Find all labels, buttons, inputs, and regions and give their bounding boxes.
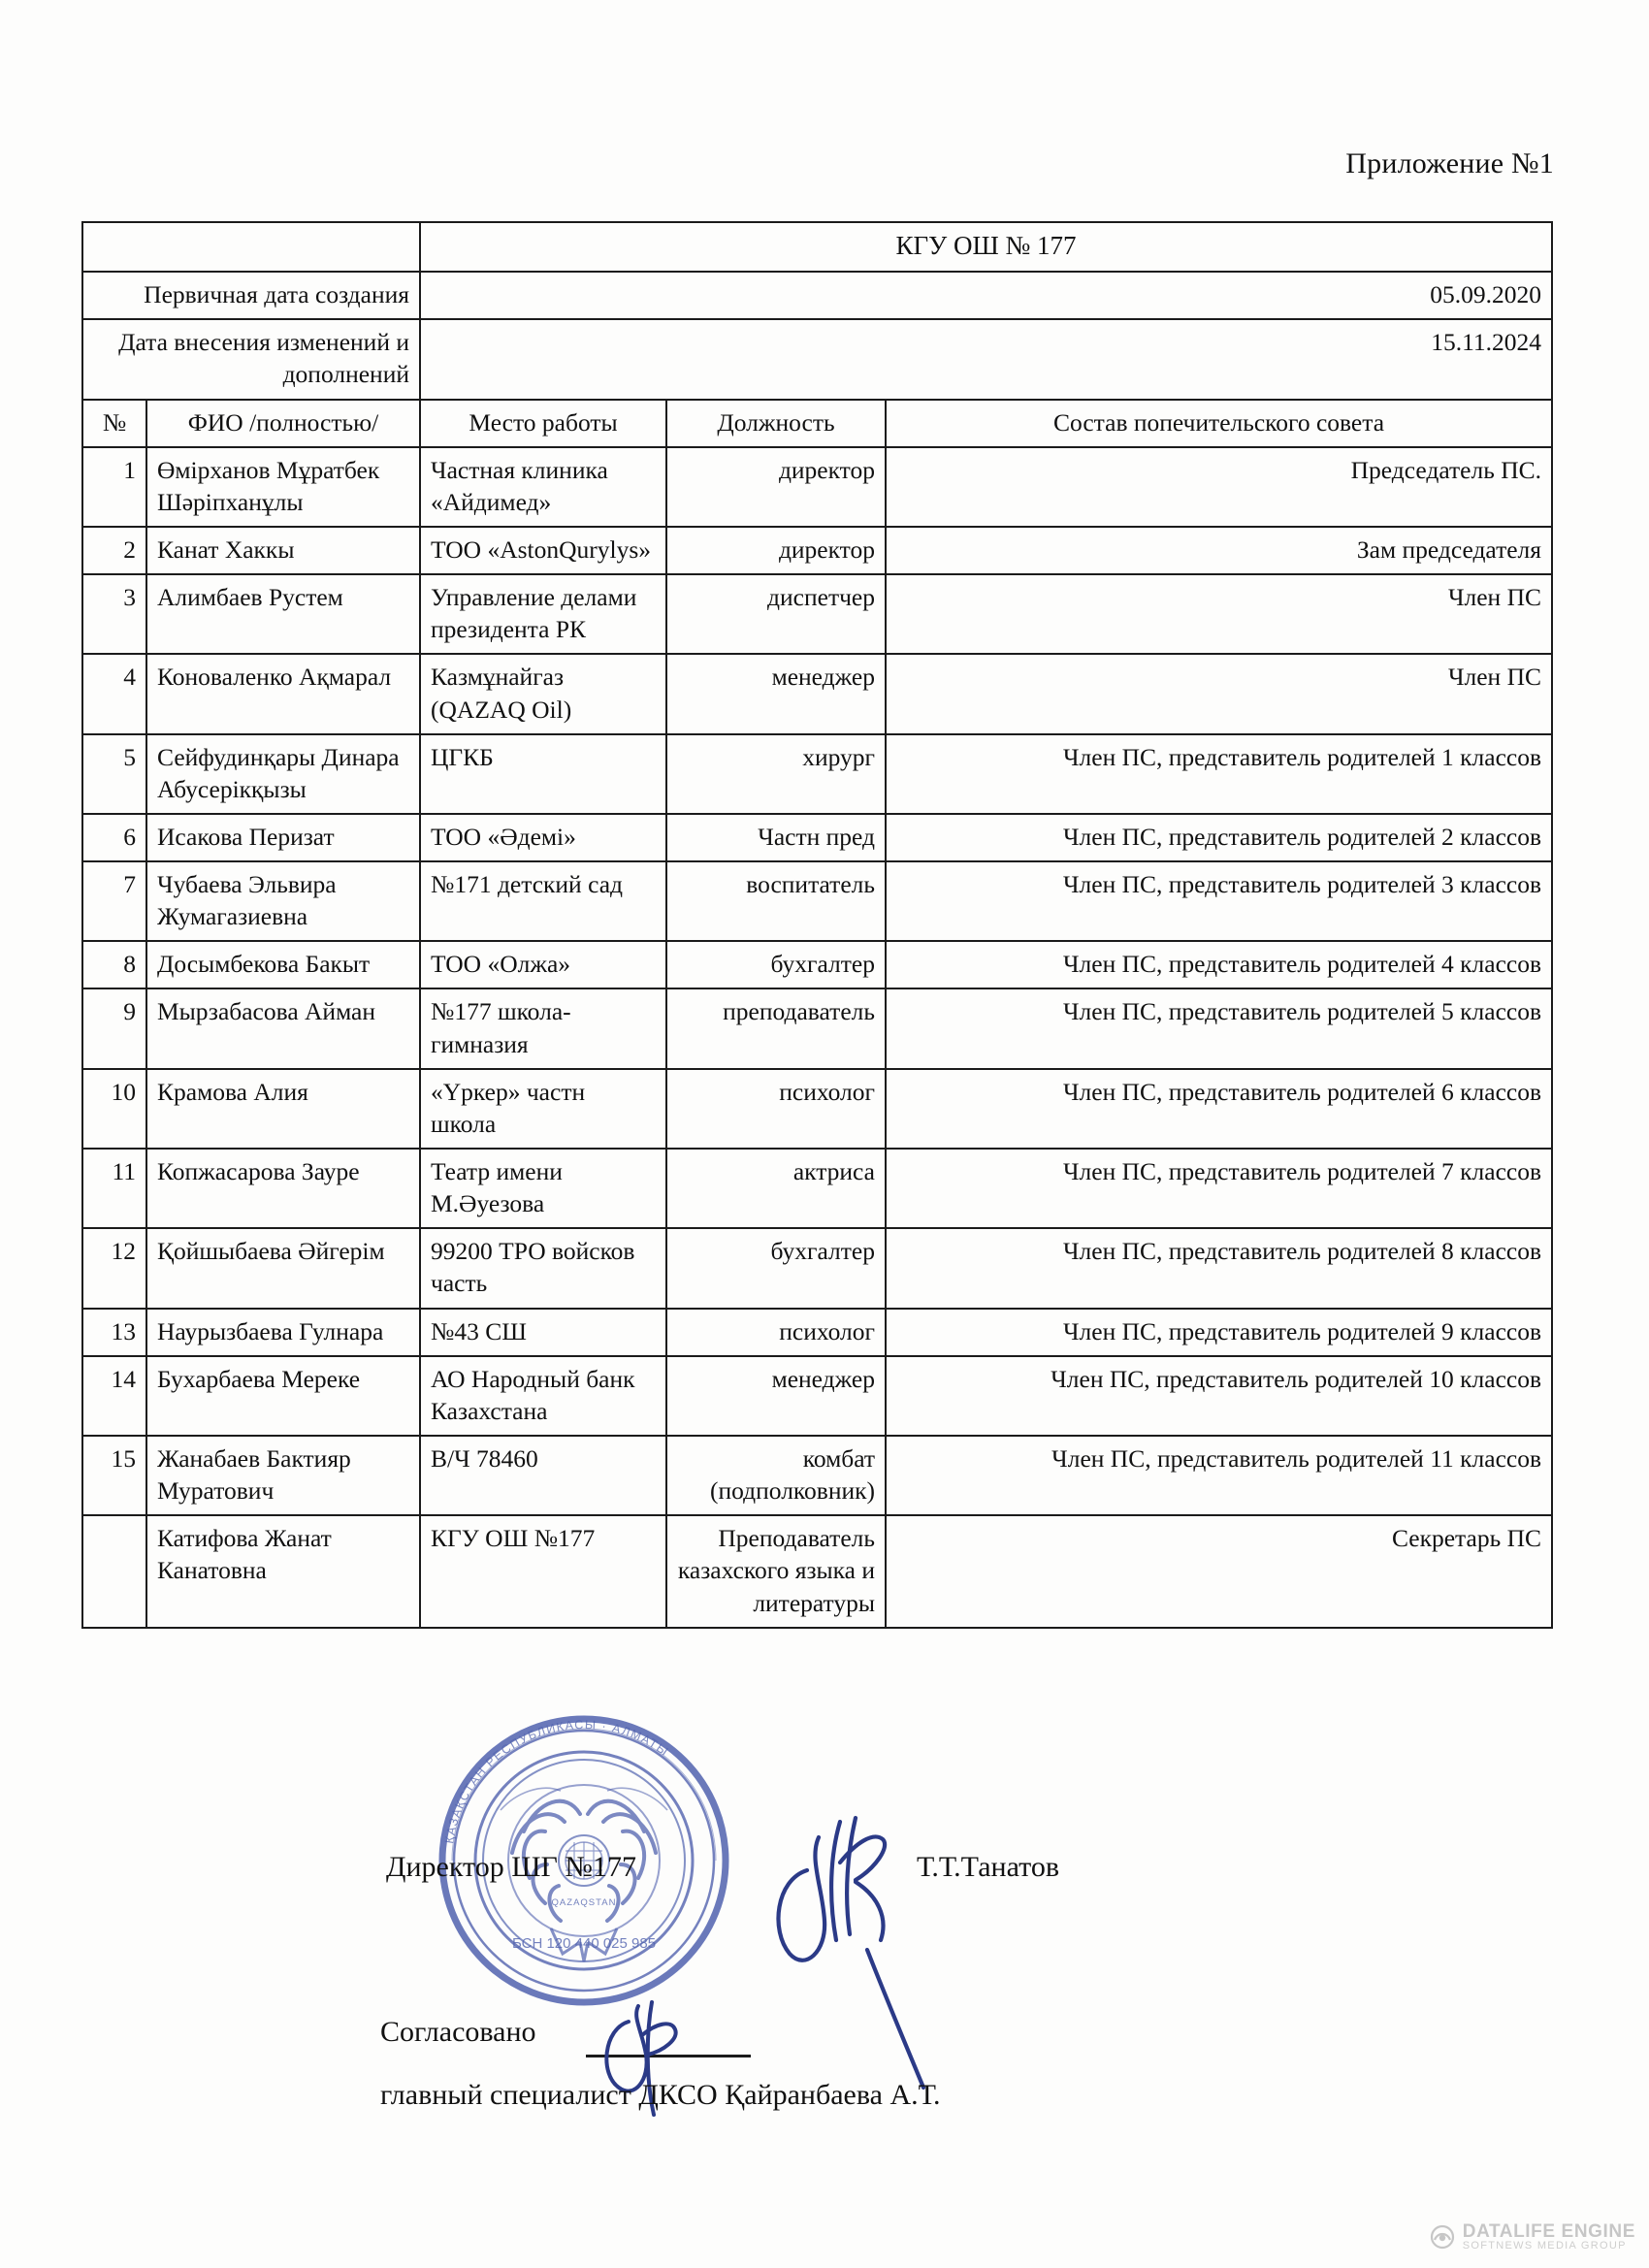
watermark-subtitle: SOFTNEWS MEDIA GROUP bbox=[1462, 2240, 1627, 2252]
table-row bbox=[82, 941, 1552, 988]
cell-number: 3 bbox=[82, 574, 146, 654]
cell-council: Член ПС, представитель родителей 3 классов bbox=[886, 861, 1552, 941]
cell-fio: Бухарбаева Мереке bbox=[146, 1356, 420, 1436]
cell-workplace: КГУ ОШ №177 bbox=[420, 1515, 666, 1627]
meta-value-created: 05.09.2020 bbox=[420, 272, 1552, 319]
cell-council: Член ПС, представитель родителей 8 классов bbox=[886, 1228, 1552, 1308]
cell-number: 13 bbox=[82, 1309, 146, 1356]
cell-workplace: «Үркер» частн школа bbox=[420, 1069, 666, 1149]
director-label: Директор ШГ №177 bbox=[386, 1851, 636, 1883]
cell-workplace: В/Ч 78460 bbox=[420, 1436, 666, 1515]
cell-council: Зам председателя bbox=[886, 527, 1552, 574]
cell-fio: Исакова Перизат bbox=[146, 814, 420, 861]
specialist-line: главный специалист ДКСО Қайранбаева А.Т. bbox=[380, 2079, 941, 2111]
table-row bbox=[82, 527, 1552, 574]
table-row bbox=[82, 1309, 1552, 1356]
table-row bbox=[82, 1149, 1552, 1228]
cell-fio: Жанабаев Бактияр Муратович bbox=[146, 1436, 420, 1515]
cell-number: 15 bbox=[82, 1436, 146, 1515]
table-body bbox=[82, 222, 1552, 1628]
director-name: Т.Т.Танатов bbox=[917, 1851, 1060, 1883]
cell-fio: Крамова Алия bbox=[146, 1069, 420, 1149]
table-row bbox=[82, 861, 1552, 941]
signature-area bbox=[0, 1698, 1649, 2202]
cell-workplace: ТОО «AstonQurylys» bbox=[420, 527, 666, 574]
cell-fio: Канат Хаккы bbox=[146, 527, 420, 574]
cell-number: 7 bbox=[82, 861, 146, 941]
cell-number: 10 bbox=[82, 1069, 146, 1149]
cell-fio: Коноваленко Ақмарал bbox=[146, 654, 420, 733]
cell-number: 8 bbox=[82, 941, 146, 988]
cell-position: директор bbox=[666, 447, 886, 527]
column-header-position: Должность bbox=[666, 400, 886, 447]
cell-council: Член ПС bbox=[886, 574, 1552, 654]
table-row bbox=[82, 1069, 1552, 1149]
datalife-logo-icon bbox=[1430, 2224, 1455, 2250]
cell-council: Член ПС, представитель родителей 10 классов bbox=[886, 1356, 1552, 1436]
table-row-org-title bbox=[82, 222, 1552, 272]
council-table bbox=[81, 221, 1553, 1629]
cell-position: психолог bbox=[666, 1069, 886, 1149]
cell-position: бухгалтер bbox=[666, 941, 886, 988]
cell-council: Член ПС, представитель родителей 5 классов bbox=[886, 988, 1552, 1068]
table-header-row bbox=[82, 400, 1552, 447]
table-row bbox=[82, 574, 1552, 654]
cell-fio: Копжасарова Зауре bbox=[146, 1149, 420, 1228]
cell-council: Член ПС, представитель родителей 2 классов bbox=[886, 814, 1552, 861]
cell-workplace: АО Народный банк Казахстана bbox=[420, 1356, 666, 1436]
table-row bbox=[82, 988, 1552, 1068]
cell-council: Член ПС, представитель родителей 9 классов bbox=[886, 1309, 1552, 1356]
cell-workplace: №171 детский сад bbox=[420, 861, 666, 941]
column-header-num: № bbox=[82, 400, 146, 447]
cell-position: диспетчер bbox=[666, 574, 886, 654]
cell-council: Член ПС, представитель родителей 11 классов bbox=[886, 1436, 1552, 1515]
cell-fio: Чубаева Эльвира Жумагазиевна bbox=[146, 861, 420, 941]
cell-fio: Наурызбаева Гулнара bbox=[146, 1309, 420, 1356]
approved-label: Согласовано bbox=[380, 2016, 536, 2048]
meta-label-modified: Дата внесения изменений и дополнений bbox=[82, 319, 420, 399]
cell-workplace: ТОО «Әдемі» bbox=[420, 814, 666, 861]
cell-position: преподаватель bbox=[666, 988, 886, 1068]
column-header-council: Состав попечительского совета bbox=[886, 400, 1552, 447]
cell-number: 2 bbox=[82, 527, 146, 574]
table-row bbox=[82, 447, 1552, 527]
council-table-wrapper bbox=[81, 221, 1551, 1629]
cell-position: директор bbox=[666, 527, 886, 574]
org-title-spacer bbox=[82, 222, 420, 272]
cell-council: Председатель ПС. bbox=[886, 447, 1552, 527]
table-row-meta-modified bbox=[82, 319, 1552, 399]
cell-number: 1 bbox=[82, 447, 146, 527]
appendix-label: Приложение №1 bbox=[1345, 147, 1554, 179]
cell-position: Частн пред bbox=[666, 814, 886, 861]
cell-workplace: 99200 ТРО войсков часть bbox=[420, 1228, 666, 1308]
cell-fio: Өмірханов Мұратбек Шәріпханұлы bbox=[146, 447, 420, 527]
table-row bbox=[82, 1436, 1552, 1515]
cell-workplace: №177 школа-гимназия bbox=[420, 988, 666, 1068]
stamp-registration: БСН 120 440 025 985 bbox=[511, 1935, 657, 1952]
cell-council: Член ПС, представитель родителей 6 классов bbox=[886, 1069, 1552, 1149]
approved-signature-rule bbox=[586, 2055, 751, 2057]
cell-fio: Катифова Жанат Канатовна bbox=[146, 1515, 420, 1627]
cell-number: 9 bbox=[82, 988, 146, 1068]
cell-council: Секретарь ПС bbox=[886, 1515, 1552, 1627]
table-row bbox=[82, 734, 1552, 814]
cell-position: хирург bbox=[666, 734, 886, 814]
cell-workplace: ТОО «Олжа» bbox=[420, 941, 666, 988]
cell-number: 6 bbox=[82, 814, 146, 861]
stamp-emblem-caption: QAZAQSTAN bbox=[551, 1897, 617, 1908]
cell-fio: Алимбаев Рустем bbox=[146, 574, 420, 654]
cell-position: бухгалтер bbox=[666, 1228, 886, 1308]
cell-position: Преподаватель казахского языка и литературы bbox=[666, 1515, 886, 1627]
table-row bbox=[82, 1228, 1552, 1308]
cell-council: Член ПС, представитель родителей 4 классов bbox=[886, 941, 1552, 988]
meta-value-modified: 15.11.2024 bbox=[420, 319, 1552, 399]
cell-fio: Сейфудинқары Динара Абусерікқызы bbox=[146, 734, 420, 814]
table-row bbox=[82, 654, 1552, 733]
column-header-fio: ФИО /полностью/ bbox=[146, 400, 420, 447]
cell-workplace: ЦГКБ bbox=[420, 734, 666, 814]
watermark-title: DATALIFE ENGINE bbox=[1462, 2220, 1635, 2242]
cell-number: 12 bbox=[82, 1228, 146, 1308]
cell-number: 14 bbox=[82, 1356, 146, 1436]
cell-fio: Мырзабасова Айман bbox=[146, 988, 420, 1068]
cell-workplace: №43 СШ bbox=[420, 1309, 666, 1356]
cell-council: Член ПС, представитель родителей 1 классов bbox=[886, 734, 1552, 814]
cell-council: Член ПС, представитель родителей 7 классов bbox=[886, 1149, 1552, 1228]
cell-number: 11 bbox=[82, 1149, 146, 1228]
cell-workplace: Частная клиника «Айдимед» bbox=[420, 447, 666, 527]
cell-workplace: Управление делами президента РК bbox=[420, 574, 666, 654]
cell-position: менеджер bbox=[666, 1356, 886, 1436]
table-row bbox=[82, 1515, 1552, 1627]
org-title: КГУ ОШ № 177 bbox=[420, 222, 1552, 272]
cell-position: комбат (подполковник) bbox=[666, 1436, 886, 1515]
table-row-meta-created bbox=[82, 272, 1552, 319]
watermark bbox=[1430, 2222, 1635, 2252]
cell-workplace: Театр имени М.Әуезова bbox=[420, 1149, 666, 1228]
table-row bbox=[82, 814, 1552, 861]
cell-number: 5 bbox=[82, 734, 146, 814]
cell-number bbox=[82, 1515, 146, 1627]
cell-council: Член ПС bbox=[886, 654, 1552, 733]
cell-position: актриса bbox=[666, 1149, 886, 1228]
table-row bbox=[82, 1356, 1552, 1436]
stamp-outer-text: ҚАЗАҚСТАН РЕСПУБЛИКАСЫ · АЛМАТЫ bbox=[442, 1717, 672, 1845]
cell-fio: Досымбекова Бакыт bbox=[146, 941, 420, 988]
cell-fio: Қойшыбаева Әйгерім bbox=[146, 1228, 420, 1308]
cell-position: менеджер bbox=[666, 654, 886, 733]
cell-position: воспитатель bbox=[666, 861, 886, 941]
cell-workplace: Казмұнайгаз (QAZAQ Oil) bbox=[420, 654, 666, 733]
cell-position: психолог bbox=[666, 1309, 886, 1356]
cell-number: 4 bbox=[82, 654, 146, 733]
column-header-workplace: Место работы bbox=[420, 400, 666, 447]
meta-label-created: Первичная дата создания bbox=[82, 272, 420, 319]
